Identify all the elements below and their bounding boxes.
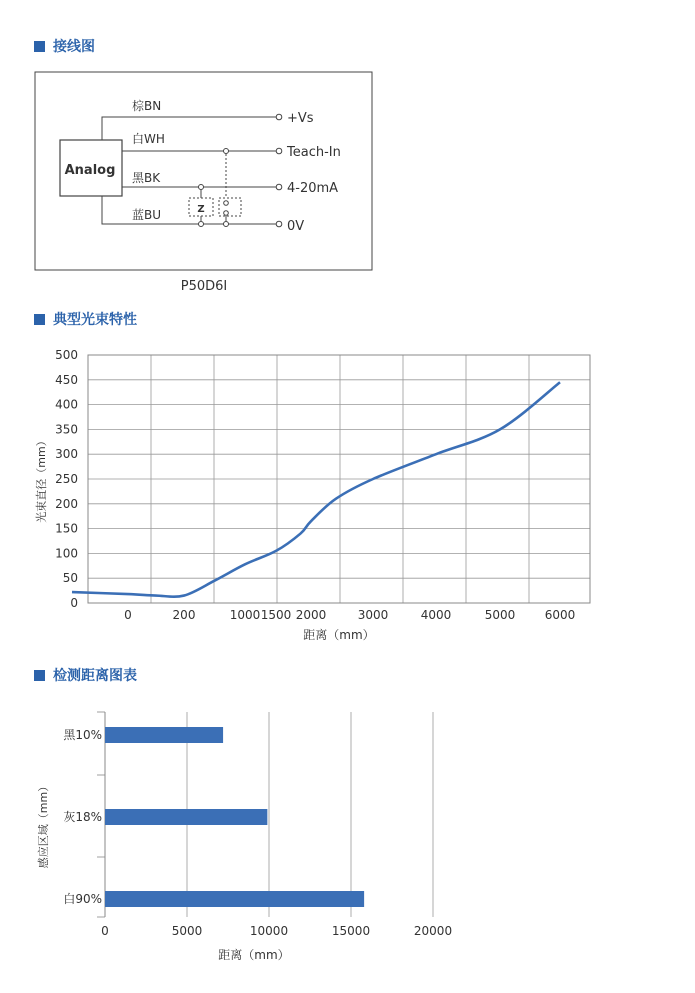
range-category-label: 黑10% <box>63 728 102 742</box>
wire-label-bn: 棕BN <box>132 99 162 113</box>
terminal-label-teach: Teach-In <box>287 145 341 160</box>
beam-y-tick-label: 0 <box>70 596 78 610</box>
range-chart <box>0 690 695 980</box>
beam-series-line <box>72 382 560 596</box>
beam-x-tick-label: 200 <box>172 608 196 622</box>
wire-bn <box>102 117 276 140</box>
junction-bu-2 <box>224 222 229 227</box>
beam-chart <box>0 330 695 650</box>
terminal-label-420: 4-20mA <box>287 181 339 196</box>
range-x-tick-label: 10000 <box>249 924 289 938</box>
range-x-tick-label: 15000 <box>331 924 371 938</box>
beam-heading: 典型光束特性 <box>53 312 137 328</box>
range-y-axis-label: 感应区域（mm） <box>37 780 50 869</box>
junction-bu-1 <box>199 222 204 227</box>
wiring-heading: 接线图 <box>53 39 95 55</box>
beam-x-tick-label: 4000 <box>420 608 452 622</box>
beam-y-tick-label: 400 <box>55 397 78 412</box>
beam-y-tick-label: 150 <box>55 521 78 536</box>
wire-label-bu: 蓝BU <box>132 208 162 222</box>
range-x-axis-label: 距离（mm） <box>218 948 290 962</box>
range-section-header <box>34 665 137 685</box>
analog-label: Analog <box>64 163 116 178</box>
beam-y-tick-label: 100 <box>55 546 78 561</box>
beam-x-tick-label: 6000 <box>544 608 576 622</box>
beam-y-axis-label: 光束直径（mm） <box>35 435 48 523</box>
range-bar <box>105 891 364 907</box>
terminal-label-0v: 0V <box>287 219 305 234</box>
terminal-vs <box>276 114 282 120</box>
beam-x-tick-label: 5000 <box>484 608 516 622</box>
wiring-diagram <box>0 0 695 300</box>
beam-x-tick-label: 3000 <box>357 608 389 622</box>
range-category-label: 灰18% <box>63 810 102 824</box>
beam-y-tick-label: 350 <box>55 422 78 437</box>
teach-switch-box <box>219 198 241 216</box>
load-z-label: Z <box>197 204 205 215</box>
terminal-0v <box>276 221 282 227</box>
beam-x-tick-label: 1000 <box>229 608 261 622</box>
wire-label-wh: 白WH <box>132 132 165 146</box>
beam-y-tick-label: 300 <box>55 447 78 462</box>
terminal-label-vs: +Vs <box>287 111 314 126</box>
beam-y-tick-label: 50 <box>62 571 78 586</box>
beam-x-tick-label: 2000 <box>295 608 327 622</box>
beam-y-tick-label: 200 <box>55 496 78 511</box>
terminal-420 <box>276 184 282 190</box>
range-heading: 检测距离图表 <box>53 668 137 684</box>
beam-section-header <box>34 309 137 329</box>
beam-x-tick-label: 1500 <box>260 608 292 622</box>
model-label: P50D6I <box>180 279 228 294</box>
terminal-teach <box>276 148 282 154</box>
beam-y-tick-label: 250 <box>55 472 78 486</box>
range-x-tick-label: 5000 <box>171 924 203 938</box>
beam-y-tick-label: 450 <box>55 372 78 387</box>
range-x-tick-label: 0 <box>101 924 109 938</box>
junction-bk <box>199 185 204 190</box>
range-bar <box>105 727 223 743</box>
range-x-tick-label: 20000 <box>413 924 453 938</box>
junction-wh <box>224 149 229 154</box>
section-marker-icon <box>34 670 45 681</box>
range-category-label: 白90% <box>63 892 102 906</box>
section-marker-icon <box>34 314 45 325</box>
range-bar <box>105 809 267 825</box>
beam-x-axis-label: 距离（mm） <box>303 628 375 642</box>
beam-y-tick-label: 500 <box>55 348 78 362</box>
beam-x-tick-label: 0 <box>124 608 132 622</box>
wire-label-bk: 黑BK <box>132 171 161 185</box>
